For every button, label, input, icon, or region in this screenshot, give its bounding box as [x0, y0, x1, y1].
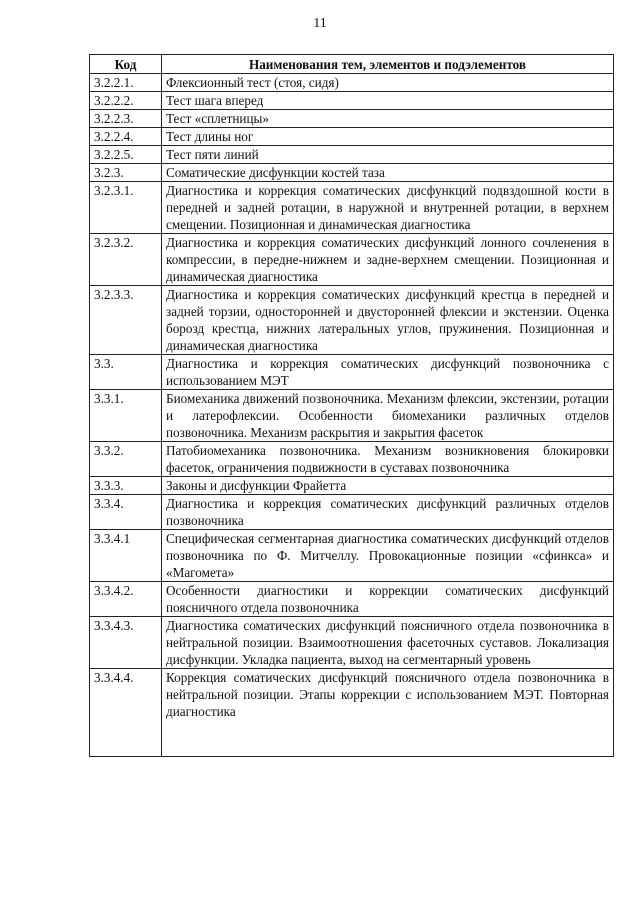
- row-code: 3.2.2.5.: [90, 146, 162, 164]
- row-code: 3.2.2.2.: [90, 92, 162, 110]
- table-row: [90, 495, 614, 530]
- row-code: 3.2.2.1.: [90, 74, 162, 92]
- row-name: Тест шага вперед: [162, 92, 614, 110]
- table-row: [90, 477, 614, 495]
- row-code: 3.2.3.2.: [90, 234, 162, 286]
- row-name: Коррекция соматических дисфункций поясничного отдела позвоночника в нейтральной позиции. Этапы коррекции с использованием МЭТ. Повторная диагностика: [162, 669, 614, 757]
- row-name: Соматические дисфункции костей таза: [162, 164, 614, 182]
- row-name: Диагностика и коррекция соматических дисфункций подвздошной кости в передней и задней ротации, в наружной и внутренней ротации, в верхнем смещении. Позиционная и динамическая диагностика: [162, 182, 614, 234]
- row-code: 3.3.3.: [90, 477, 162, 495]
- row-name: Диагностика и коррекция соматических дисфункций различных отделов позвоночника: [162, 495, 614, 530]
- header-code: Код: [90, 55, 162, 74]
- table-row: [90, 128, 614, 146]
- row-name: Диагностика и коррекция соматических дисфункций позвоночника с использованием МЭТ: [162, 355, 614, 390]
- row-name: Законы и дисфункции Фрайетта: [162, 477, 614, 495]
- row-name: Диагностика и коррекция соматических дисфункций крестца в передней и задней торзии, односторонней и двусторонней флексии и экстензии. Оценка борозд крестца, нижних латеральных углов, пружинения. Позиционная и динамическая диагностика: [162, 286, 614, 355]
- table-row: [90, 110, 614, 128]
- row-code: 3.3.: [90, 355, 162, 390]
- table-row: [90, 286, 614, 355]
- table-row: [90, 74, 614, 92]
- row-name: Специфическая сегментарная диагностика соматических дисфункций отделов позвоночника по Ф. Митчеллу. Провокационные позиции «сфинкса» и «Магомета»: [162, 530, 614, 582]
- table-row: [90, 442, 614, 477]
- row-name: Диагностика и коррекция соматических дисфункций лонного сочленения в компрессии, в передне-нижнем и задне-верхнем смещении. Позиционная и динамическая диагностика: [162, 234, 614, 286]
- table-row: [90, 530, 614, 582]
- table-row: [90, 582, 614, 617]
- table-row: [90, 390, 614, 442]
- row-name: Биомеханика движений позвоночника. Механизм флексии, экстензии, ротации и латерофлексии. Особенности биомеханики различных отделов позвоночника. Механизм раскрытия и закрытия фасеток: [162, 390, 614, 442]
- row-name: Тест «сплетницы»: [162, 110, 614, 128]
- curriculum-table: [89, 54, 614, 757]
- row-code: 3.2.3.1.: [90, 182, 162, 234]
- table-row: [90, 617, 614, 669]
- row-code: 3.3.2.: [90, 442, 162, 477]
- row-code: 3.3.4.4.: [90, 669, 162, 757]
- row-code: 3.3.4.1: [90, 530, 162, 582]
- table-row: [90, 234, 614, 286]
- row-name: Тест длины ног: [162, 128, 614, 146]
- row-code: 3.2.2.4.: [90, 128, 162, 146]
- page-number: 11: [313, 16, 327, 31]
- table-header-row: [90, 55, 614, 74]
- row-code: 3.3.4.2.: [90, 582, 162, 617]
- row-name: Патобиомеханика позвоночника. Механизм возникновения блокировки фасеток, ограничения подвижности в суставах позвоночника: [162, 442, 614, 477]
- table-row: [90, 182, 614, 234]
- row-code: 3.3.4.: [90, 495, 162, 530]
- row-name: Флексионный тест (стоя, сидя): [162, 74, 614, 92]
- row-code: 3.2.2.3.: [90, 110, 162, 128]
- table-row: [90, 92, 614, 110]
- table-row: [90, 355, 614, 390]
- row-code: 3.2.3.3.: [90, 286, 162, 355]
- row-code: 3.2.3.: [90, 164, 162, 182]
- row-name: Тест пяти линий: [162, 146, 614, 164]
- table-row: [90, 164, 614, 182]
- table-row: [90, 669, 614, 757]
- header-name: Наименования тем, элементов и подэлементов: [162, 55, 614, 74]
- row-name: Особенности диагностики и коррекции соматических дисфункций поясничного отдела позвоночника: [162, 582, 614, 617]
- row-name: Диагностика соматических дисфункций поясничного отдела позвоночника в нейтральной позиции. Взаимоотношения фасеточных суставов. Локализация дисфункции. Укладка пациента, выход на сегментарный уровень: [162, 617, 614, 669]
- row-code: 3.3.4.3.: [90, 617, 162, 669]
- row-code: 3.3.1.: [90, 390, 162, 442]
- table-row: [90, 146, 614, 164]
